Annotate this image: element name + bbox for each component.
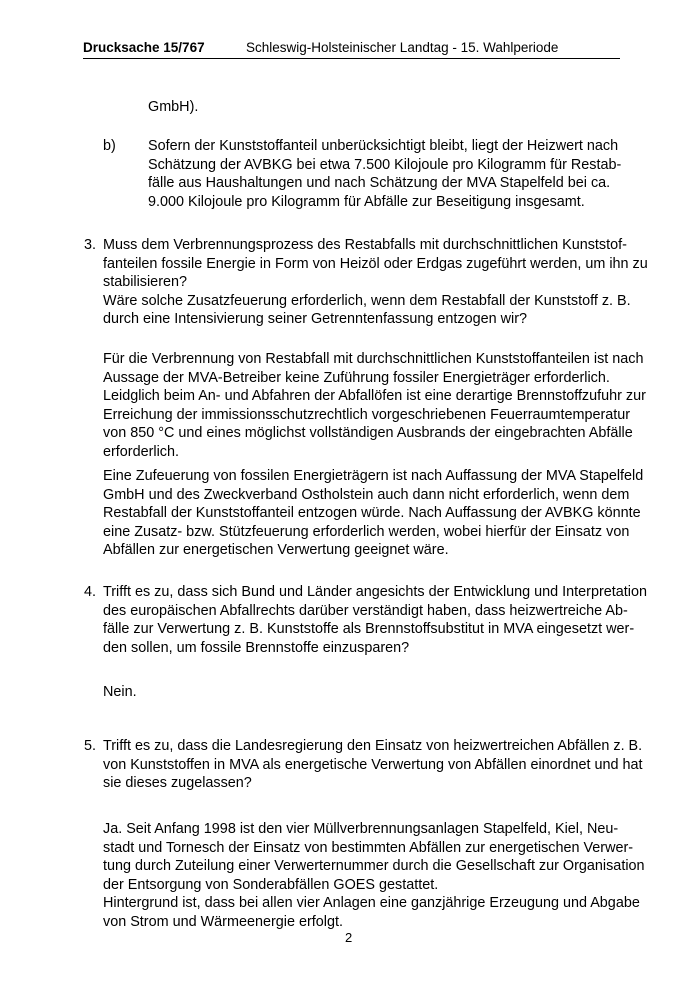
item-b-text	[148, 137, 621, 211]
text-line: Abfällen zur energetischen Verwertung geeignet wäre.	[103, 542, 449, 559]
answer-5	[103, 820, 645, 932]
text-line: Eine Zufeuerung von fossilen Energieträgern ist nach Auffassung der MVA Stapelfeld	[103, 468, 644, 484]
text-line: fanteilen fossile Energie in Form von Heizöl oder Erdgas zugeführt werden, um ihn zu	[103, 255, 648, 272]
text-line: Schätzung der AVBKG bei etwa 7.500 Kilojoule pro Kilogramm für Restab-	[148, 156, 622, 173]
question-5-number: 5.	[84, 738, 97, 754]
text-line: Für die Verbrennung von Restabfall mit durchschnittlichen Kunststoffanteilen ist nach	[103, 351, 644, 367]
header-rule	[83, 58, 620, 59]
text-line: von Strom und Wärmeenergie erfolgt.	[103, 913, 343, 930]
text-line: der Entsorgung von Sonderabfällen GOES gestattet.	[103, 876, 439, 893]
text-line: 9.000 Kilojoule pro Kilogramm für Abfälle zur Beseitigung insgesamt.	[148, 193, 585, 210]
running-header-title: Schleswig-Holsteinischer Landtag - 15. Wahlperiode	[246, 40, 559, 55]
text-line: von 850 °C und eines möglichst vollständigen Ausbrands der eingebrachten Abfälle	[103, 425, 633, 442]
text-line: Trifft es zu, dass sich Bund und Länder angesichts der Entwicklung und Interpretation	[103, 584, 647, 600]
answer-3-paragraph-2	[103, 467, 643, 560]
text-line: Aussage der MVA-Betreiber keine Zuführung fossiler Energieträger erforderlich.	[103, 369, 610, 386]
text-line: fälle aus Haushaltungen und nach Schätzung der MVA Stapelfeld bei ca.	[148, 175, 611, 192]
text-line: tung durch Zuteilung einer Verwerternummer durch die Gesellschaft zur Organisation	[103, 858, 645, 875]
question-3-text	[103, 236, 648, 329]
page-number: 2	[345, 930, 353, 945]
text-line: Erreichung der immissionsschutzrechtlich vorgeschriebenen Feuerraumtemperatur	[103, 406, 631, 423]
text-line: Hintergrund ist, dass bei allen vier Anlagen eine ganzjährige Erzeugung und Abgabe	[103, 895, 640, 912]
text-line: fälle zur Verwertung z. B. Kunststoffe als Brennstoffsubstitut in MVA eingesetzt wer-	[103, 621, 635, 638]
text-line: Wäre solche Zusatzfeuerung erforderlich, wenn dem Restabfall der Kunststoff z. B.	[103, 292, 631, 309]
answer-3-paragraph-1	[103, 350, 646, 462]
text-line: Trifft es zu, dass die Landesregierung den Einsatz von heizwertreichen Abfällen z. B.	[103, 738, 643, 754]
text-line: den sollen, um fossile Brennstoffe einzusparen?	[103, 639, 410, 656]
text-line: des europäischen Abfallrechts darüber verständigt haben, dass heizwertreiche Ab-	[103, 602, 628, 619]
question-4-number: 4.	[84, 584, 97, 600]
question-5-text	[103, 737, 642, 793]
document-number: Drucksache 15/767	[83, 40, 205, 55]
text-line: sie dieses zugelassen?	[103, 775, 252, 792]
text-line: eine Zusatz- bzw. Stützfeuerung erforderlich werden, wobei hierfür der Einsatz von	[103, 523, 630, 540]
text-line: stabilisieren?	[103, 274, 187, 291]
text-line: erforderlich.	[103, 443, 179, 460]
question-3-number: 3.	[84, 237, 97, 253]
text-line: Restabfall der Kunststoffanteil entzogen würde. Nach Auffassung der AVBKG könnte	[103, 505, 641, 522]
item-b-marker: b)	[103, 138, 116, 154]
text-line: von Kunststoffen in MVA als energetische Verwertung von Abfällen einordnet und hat	[103, 756, 643, 773]
answer-4: Nein.	[103, 684, 137, 700]
text-line: Sofern der Kunststoffanteil unberücksichtigt bleibt, liegt der Heizwert nach	[148, 138, 619, 154]
text-line: stadt und Tornesch der Einsatz von bestimmten Abfällen zur energetischen Verwer-	[103, 839, 634, 856]
question-4-text	[103, 583, 647, 657]
continuation-text: GmbH).	[148, 99, 199, 115]
text-line: durch eine Intensivierung seiner Getrenntenfassung entzogen wir?	[103, 311, 527, 328]
text-line: Leidglich beim An- und Abfahren der Abfallöfen ist eine derartige Brennstoffzufuhr zur	[103, 388, 646, 405]
text-line: Muss dem Verbrennungsprozess des Restabfalls mit durchschnittlichen Kunststof-	[103, 237, 627, 253]
text-line: Ja. Seit Anfang 1998 ist den vier Müllverbrennungsanlagen Stapelfeld, Kiel, Neu-	[103, 821, 619, 837]
text-line: GmbH und des Zweckverband Ostholstein auch dann nicht erforderlich, wenn dem	[103, 486, 630, 503]
